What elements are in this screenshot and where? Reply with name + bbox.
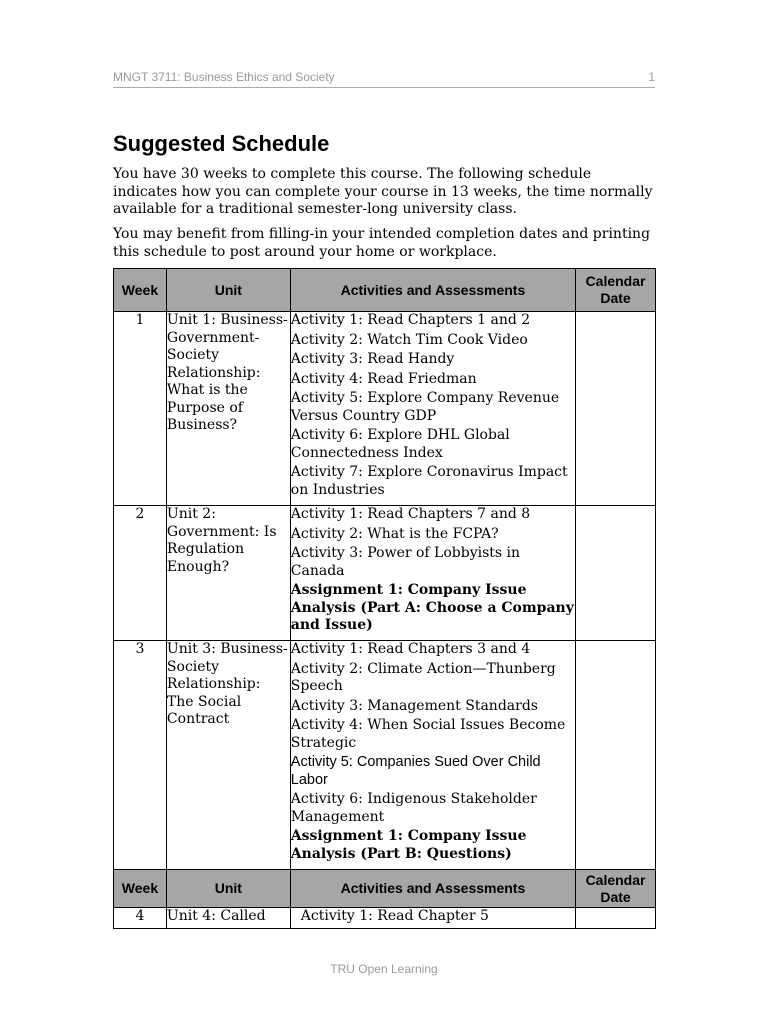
table-header-row xyxy=(114,870,656,908)
week-cell: 3 xyxy=(114,641,167,870)
col-header-unit: Unit xyxy=(166,269,290,312)
calendar-date-cell[interactable] xyxy=(576,506,656,641)
activity-item: Activity 7: Explore Coronavirus Impact on Industries xyxy=(290,464,568,498)
activity-item: Activity 2: What is the FCPA? xyxy=(290,525,499,542)
activity-item: Activity 5: Companies Sued Over Child Labor xyxy=(290,754,541,788)
page-number: 1 xyxy=(648,70,655,84)
unit-cell: Unit 4: Called xyxy=(166,908,290,929)
page-footer: TRU Open Learning xyxy=(330,962,438,976)
activities-cell xyxy=(290,641,575,870)
course-title: MNGT 3711: Business Ethics and Society xyxy=(113,70,335,84)
calendar-date-cell[interactable] xyxy=(576,641,656,870)
benefit-paragraph: You may benefit from filling-in your intended completion dates and printing this schedule to post around your home or workplace. xyxy=(113,226,651,260)
table-row xyxy=(114,908,656,929)
assignment-item: Assignment 1: Company Issue Analysis (Part B: Questions) xyxy=(290,828,527,862)
table-row xyxy=(114,312,656,506)
table-row xyxy=(114,506,656,641)
table-header-row xyxy=(114,269,656,312)
running-header xyxy=(113,68,655,88)
col-header-activities: Activities and Assessments xyxy=(290,870,575,908)
activity-item: Activity 5: Explore Company Revenue Versus Country GDP xyxy=(290,390,560,424)
activity-item: Activity 6: Explore DHL Global Connectedness Index xyxy=(290,427,510,461)
table-row xyxy=(114,641,656,870)
schedule-table xyxy=(113,268,656,929)
assignment-item: Assignment 1: Company Issue Analysis (Part A: Choose a Company and Issue) xyxy=(290,582,574,633)
activities-cell xyxy=(290,908,575,929)
col-header-week: Week xyxy=(114,269,167,312)
section-title: Suggested Schedule xyxy=(113,131,330,156)
col-header-calendar-date: Calendar Date xyxy=(576,870,656,908)
activity-item: Activity 3: Read Handy xyxy=(290,351,455,367)
activity-item: Activity 3: Management Standards xyxy=(290,697,538,714)
unit-cell: Unit 2: Government: Is Regulation Enough? xyxy=(166,506,290,641)
activity-item: Activity 1: Read Chapters 1 and 2 xyxy=(290,312,531,328)
activities-cell xyxy=(290,312,575,506)
activity-item: Activity 1: Read Chapter 5 xyxy=(300,908,489,924)
week-cell: 2 xyxy=(114,506,167,641)
activity-item: Activity 2: Watch Tim Cook Video xyxy=(290,331,528,348)
activity-item: Activity 1: Read Chapters 3 and 4 xyxy=(290,641,531,657)
calendar-date-cell[interactable] xyxy=(576,908,656,929)
activity-item: Activity 2: Climate Action—Thunberg Speech xyxy=(290,660,556,694)
activity-item: Activity 6: Indigenous Stakeholder Management xyxy=(290,791,537,825)
col-header-calendar-date: Calendar Date xyxy=(576,269,656,312)
week-cell: 1 xyxy=(114,312,167,506)
activity-item: Activity 3: Power of Lobbyists in Canada xyxy=(290,545,521,579)
activity-item: Activity 4: Read Friedman xyxy=(290,370,477,387)
unit-cell: Unit 3: Business-Society Relationship: The Social Contract xyxy=(166,641,290,870)
col-header-week: Week xyxy=(114,870,167,908)
week-cell: 4 xyxy=(114,908,167,929)
col-header-activities: Activities and Assessments xyxy=(290,269,575,312)
activities-cell xyxy=(290,506,575,641)
unit-cell: Unit 1: Business-Government-Society Relationship: What is the Purpose of Business? xyxy=(166,312,290,506)
activity-item: Activity 4: When Social Issues Become Strategic xyxy=(290,717,566,751)
calendar-date-cell[interactable] xyxy=(576,312,656,506)
intro-paragraph: You have 30 weeks to complete this course. The following schedule indicates how you can complete your course in 13 weeks, the time normally available for a traditional semester-long university class. xyxy=(113,166,653,217)
activity-item: Activity 1: Read Chapters 7 and 8 xyxy=(290,506,531,522)
col-header-unit: Unit xyxy=(166,870,290,908)
